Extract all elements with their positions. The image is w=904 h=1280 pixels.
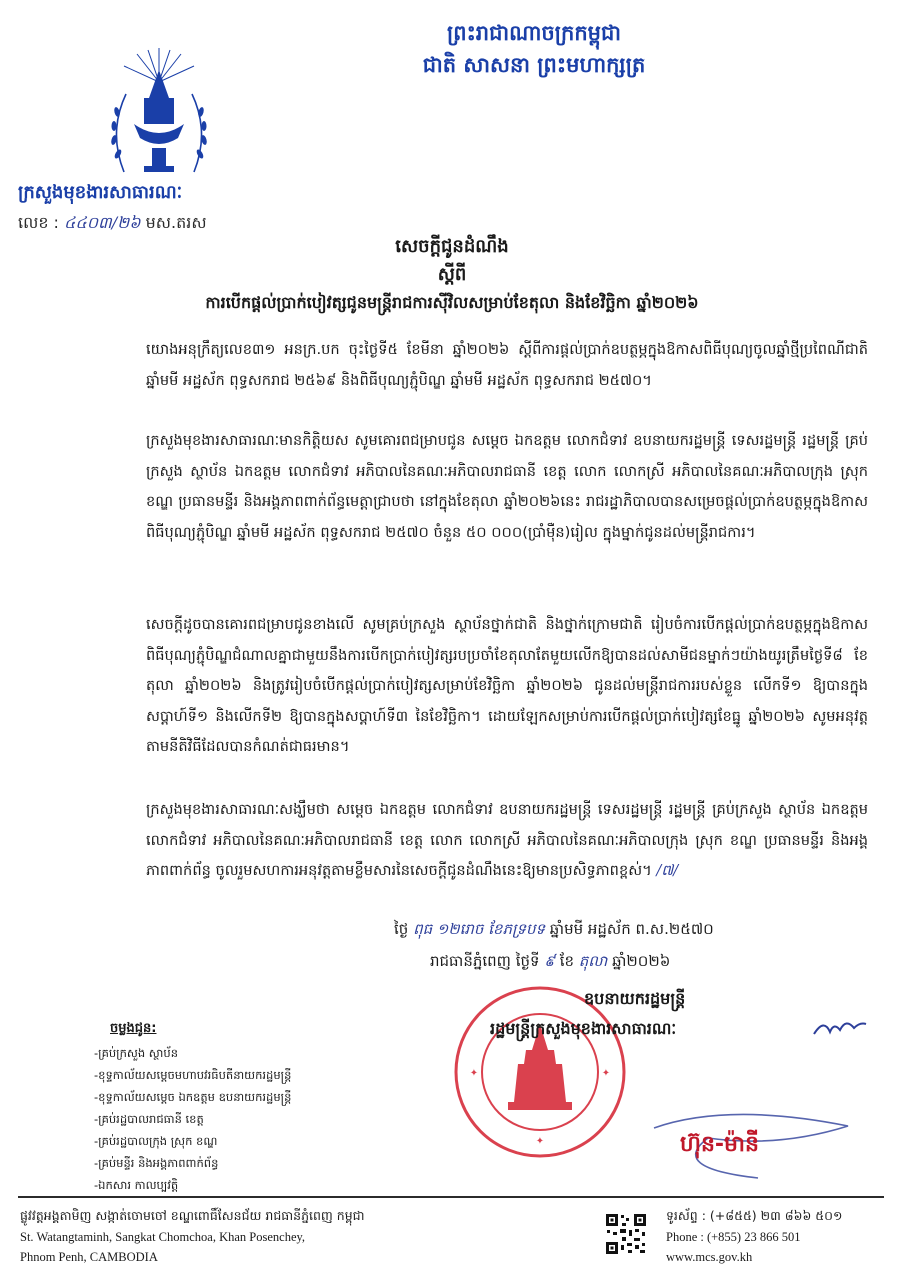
ref-suffix: មស.តរស xyxy=(145,213,207,232)
phone-english: Phone : (+855) 23 866 501 xyxy=(666,1230,801,1244)
recipient-item: -គ្រប់រដ្ឋបាលក្រុង ស្រុក ខណ្ឌ xyxy=(94,1134,218,1148)
civil-date-year: ឆ្នាំ២០២៦ xyxy=(612,952,671,970)
handwritten-mark: /៧/ xyxy=(656,862,679,879)
address-khmer: ផ្លូវវត្តអង្គតាមិញ សង្កាត់ចោមចៅ ខណ្ឌពោធិ៍សែនជ័យ រាជធានីភ្នំពេញ កម្ពុជា xyxy=(20,1208,365,1223)
reference-number xyxy=(18,212,207,236)
civil-date-month: តុលា xyxy=(578,952,608,970)
recipient-item: -គ្រប់មន្ទីរ និងអង្គភាពពាក់ព័ន្ធ xyxy=(94,1156,219,1170)
lunar-date-handwritten: ពុធ ១២រោច ខែភទ្របទ xyxy=(413,920,546,938)
svg-text:✦: ✦ xyxy=(469,1068,479,1079)
paragraph-reference: យោងអនុក្រឹត្យលេខ៣១ អនក្រ.បក ចុះថ្ងៃទី៥ ខែមីនា ឆ្នាំ២០២៦ ស្តីពីការផ្តល់ប្រាក់ឧបត្ថម្ភក្នុងឱកាសពិធីបុណ្យចូលឆ្នាំថ្មីប្រពៃណីជាតិ ឆ្នាំមមី អដ្ឋស័ក ពុទ្ធសករាជ ២៥៦៩ និងពិធីបុណ្យភ្ជុំបិណ្ឌ ឆ្នាំមមី អដ្ឋស័ក ពុទ្ធសករាជ ២៥៧០។ xyxy=(146,341,868,389)
svg-text:✦: ✦ xyxy=(601,1068,611,1079)
lunar-date xyxy=(394,920,714,942)
svg-text:✦: ✦ xyxy=(535,1136,545,1147)
civil-date-prefix: រាជធានីភ្នំពេញ ថ្ងៃទី xyxy=(430,952,540,970)
document-subject: ការបើកផ្តល់ប្រាក់បៀវត្សជូនមន្ត្រីរាជការស៊ីវិលសម្រាប់ខែតុលា និងខែវិច្ឆិកា ឆ្នាំ២០២៦ xyxy=(205,293,699,312)
recipient-item: -ខុទ្ទកាល័យសម្តេចមហាបវរធិបតីនាយករដ្ឋមន្ត្រី xyxy=(94,1068,292,1082)
recipients-title: ចម្លងជូន: xyxy=(110,1021,157,1036)
address-english-line-1: St. Watangtaminh, Sangkat Chomchoa, Khan Posenchey, xyxy=(20,1230,306,1244)
qr-code-icon xyxy=(604,1212,648,1256)
ministry-name: ក្រសួងមុខងារសាធារណៈ xyxy=(18,182,183,203)
civil-date-month-label: ខែ xyxy=(559,952,574,970)
paragraph-instruction: សេចក្តីដូចបានគោរពជម្រាបជូនខាងលើ សូមគ្រប់ក្រសួង ស្ថាប័នថ្នាក់ជាតិ និងថ្នាក់ក្រោមជាតិ រៀបចំការបើកផ្តល់ប្រាក់ឧបត្ថម្ភក្នុងឱកាសពិធីបុណ្យភ្ជុំបិណ្ឌជំណាលគ្នាជាមួយនឹងការបើកប្រាក់បៀវត្សរបប្រចាំខែតុលាតែមួយលើកឱ្យបានដល់សាមីជនម្នាក់ៗយ៉ាងយូរត្រឹមថ្ងៃទី៨ ខែតុលា ឆ្នាំ២០២៦ និងត្រូវរៀបចំបើកផ្តល់ប្រាក់បៀវត្សសម្រាប់ខែវិច្ឆិកា ឆ្នាំ២០២៦ ជូនដល់មន្ត្រីរាជការរបស់ខ្លួន លើកទី១ ឱ្យបានក្នុងសប្តាហ៍ទី១ និងលើកទី២ ឱ្យបានក្នុងសប្តាហ៍ទី៣ នៃខែវិច្ឆិកា។ ដោយឡែកសម្រាប់ការបើកផ្តល់ប្រាក់បៀវត្សខែធ្នូ ឆ្នាំ២០២៦ សូមអនុវត្តតាមនីតិវិធីដែលបានកំណត់ជាធរមាន។ xyxy=(146,616,868,755)
signatory-position-deputy-pm: ឧបនាយករដ្ឋមន្ត្រី xyxy=(584,989,686,1008)
document-subtitle-about: ស្តីពី xyxy=(437,264,467,285)
recipient-item: -គ្រប់រដ្ឋបាលរាជធានី ខេត្ត xyxy=(94,1112,204,1126)
signatory-position-minister: រដ្ឋមន្ត្រីក្រសួងមុខងារសាធារណៈ xyxy=(490,1019,677,1038)
address-english-line-2: Phnom Penh, CAMBODIA xyxy=(20,1250,158,1264)
kingdom-heading: ព្រះរាជាណាចក្រកម្ពុជា xyxy=(446,21,621,45)
lunar-date-suffix: ឆ្នាំមមី អដ្ឋស័ក ព.ស.២៥៧០ xyxy=(549,920,714,938)
ref-label: លេខ : xyxy=(18,213,59,232)
paragraph-announcement: ក្រសួងមុខងារសាធារណៈមានកិត្តិយស សូមគោរពជម្រាបជូន សម្តេច ឯកឧត្តម លោកជំទាវ ឧបនាយករដ្ឋមន្ត្រី ទេសរដ្ឋមន្ត្រី រដ្ឋមន្ត្រី គ្រប់ក្រសួង ស្ថាប័ន ឯកឧត្តម លោកជំទាវ អភិបាលនៃគណៈអភិបាលរាជធានី ខេត្ត លោក លោកស្រី អភិបាលនៃគណៈអភិបាលក្រុង ស្រុក ខណ្ឌ ប្រធានមន្ទីរ និងអង្គភាពពាក់ព័ន្ធមេត្តាជ្រាបថា នៅក្នុងខែតុលា ឆ្នាំ២០២៦នេះ រាជរដ្ឋាភិបាលបានសម្រេចផ្តល់ប្រាក់ឧបត្ថម្ភក្នុងឱកាសពិធីបុណ្យភ្ជុំបិណ្ឌ ឆ្នាំមមី អដ្ឋស័ក ពុទ្ធសករាជ ២៥៧០ ចំនួន ៥០ ០០០(ប្រាំម៉ឺន)រៀល ក្នុងម្នាក់ជូនដល់មន្ត្រីរាជការ។ xyxy=(146,432,868,541)
recipient-item: -ខុទ្ទកាល័យសម្តេច ឯកឧត្តម ឧបនាយករដ្ឋមន្ត្រី xyxy=(94,1090,292,1104)
website-link[interactable]: www.mcs.gov.kh xyxy=(666,1250,753,1264)
document-title: សេចក្តីជូនដំណឹង xyxy=(395,236,509,257)
civil-date-day: ៩ xyxy=(544,952,555,970)
nation-religion-king-heading: ជាតិ សាសនា ព្រះមហាក្សត្រ xyxy=(422,53,646,77)
civil-date xyxy=(430,952,670,974)
lunar-date-prefix: ថ្ងៃ xyxy=(394,920,409,938)
handwritten-initials xyxy=(810,1014,870,1040)
paragraph-closing-text: ក្រសួងមុខងារសាធារណៈសង្ឃឹមថា សម្តេច ឯកឧត្តម លោកជំទាវ ឧបនាយករដ្ឋមន្ត្រី ទេសរដ្ឋមន្ត្រី រដ្ឋមន្ត្រី គ្រប់ក្រសួង ស្ថាប័ន ឯកឧត្តម លោកជំទាវ អភិបាលនៃគណៈអភិបាលរាជធានី ខេត្ត លោក លោកស្រី អភិបាលនៃគណៈអភិបាលក្រុង ស្រុក ខណ្ឌ ប្រធានមន្ទីរ និងអង្គភាពពាក់ព័ន្ធ ចូលរួមសហការអនុវត្តតាមខ្លឹមសារនៃសេចក្តីជូនដំណឹងនេះឱ្យមានប្រសិទ្ធភាពខ្ពស់។ xyxy=(146,801,868,879)
ref-number-handwritten: ៤៤០៣/២៦ xyxy=(64,213,141,232)
royal-emblem-logo xyxy=(104,42,214,190)
footer-divider xyxy=(18,1196,884,1198)
paragraph-closing xyxy=(146,795,868,887)
signatory-name: ហ៊ុន-ម៉ានី xyxy=(680,1132,759,1157)
recipient-item: -ឯកសារ កាលប្បវត្តិ xyxy=(94,1178,179,1192)
phone-khmer: ទូរស័ព្ទ : (+៨៥៥) ២៣ ៨៦៦ ៥០១ xyxy=(666,1208,843,1223)
recipient-item: -គ្រប់ក្រសួង ស្ថាប័ន xyxy=(94,1046,179,1060)
